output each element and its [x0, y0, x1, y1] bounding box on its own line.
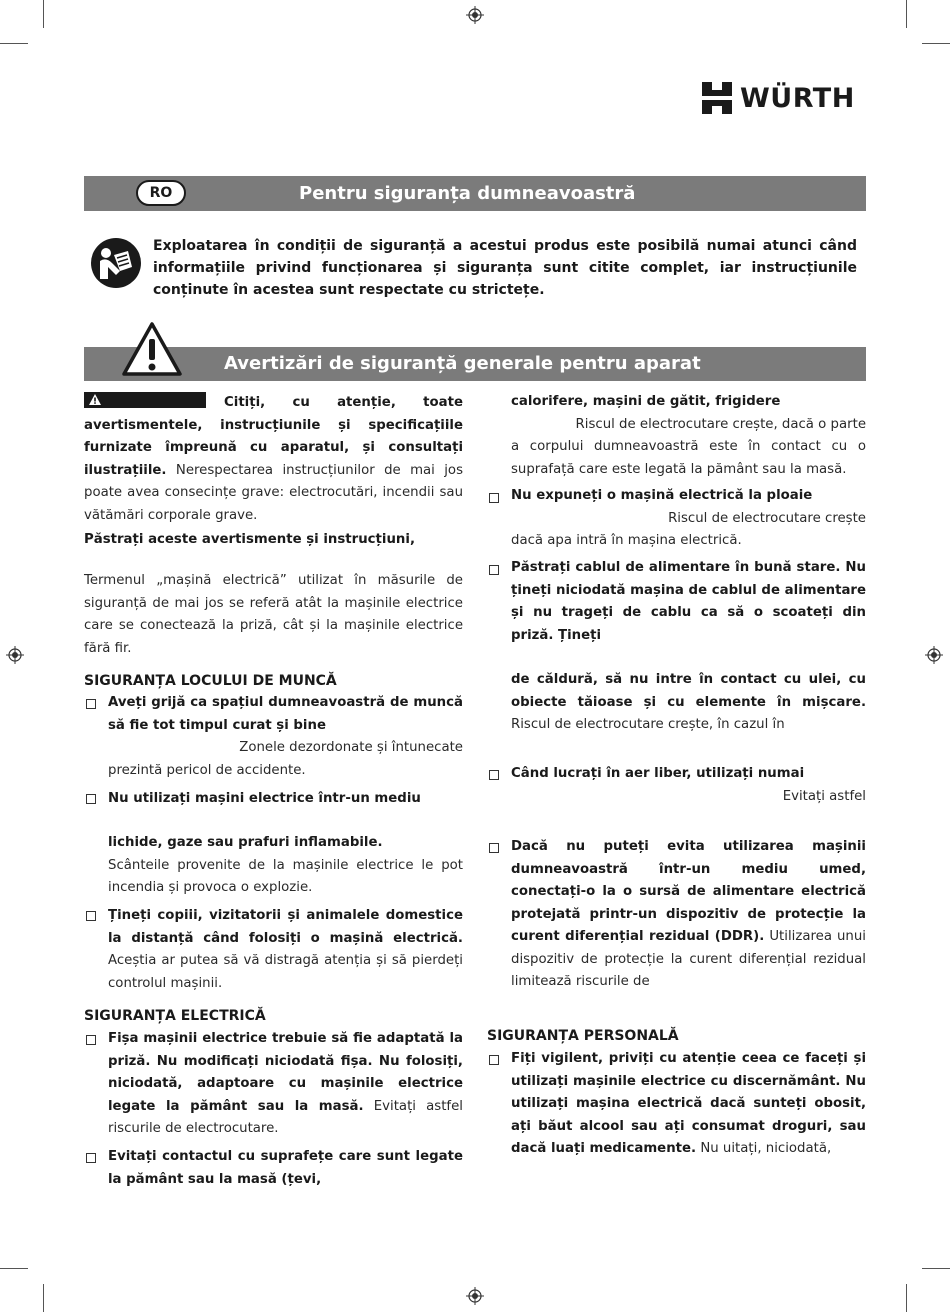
keep-instructions: Păstrați aceste avertismente și instrucțiuni,	[84, 532, 416, 547]
outdoor-item	[511, 763, 866, 808]
warning-triangle-icon	[121, 321, 183, 377]
bullet-box	[86, 911, 96, 921]
personal-item-text: Nu uitați, niciodată,	[700, 1141, 832, 1156]
cable-item-text: Riscul de electrocutare crește, în cazul în	[511, 717, 785, 732]
section-header-safety	[84, 176, 866, 211]
contact-continued	[511, 391, 866, 481]
work-item-1-text-cont: prezintă pericol de accidente.	[108, 762, 306, 778]
crop-mark	[906, 0, 907, 28]
bullet-box	[489, 770, 499, 780]
contact-continued-text: Riscul de electrocutare crește, dacă o parte	[575, 416, 866, 432]
section-header-warnings	[84, 347, 866, 381]
work-item-3-text: Aceștia ar putea să vă distragă atenția și să pierdeți controlul mașinii.	[108, 953, 463, 991]
work-item-2-text: Scânteile provenite de la mașinile electrice le pot incendia și provoca o explozie.	[108, 857, 463, 895]
warning-intro	[84, 392, 463, 527]
bullet-box	[86, 1153, 96, 1163]
registration-mark-icon	[6, 646, 24, 664]
electrical-item-1-bold: Fișa mașinii electrice trebuie să fie adaptată la priză. Nu modificați niciodată fișa. Nu folosiți, niciodată, adaptoare cu mașinile electrice legate la pământ sau la masă.	[108, 1031, 463, 1114]
work-item-2-cont	[108, 832, 463, 900]
electrical-item-1	[108, 1028, 463, 1141]
crop-mark	[922, 1268, 950, 1269]
electrical-item-1-text: Evitați astfel riscurile de electrocutare.	[108, 1098, 463, 1136]
work-item-2-bold: Nu utilizați mașini electrice într-un mediu	[108, 791, 421, 806]
cable-item-bold-cont: de căldură, să nu intre în contact cu ulei, cu obiecte tăioase și cu elemente în mișcare.	[511, 672, 866, 710]
bullet-box	[489, 565, 499, 575]
bullet-box	[86, 794, 96, 804]
warning-label	[84, 392, 206, 408]
registration-mark-icon	[466, 1287, 484, 1305]
rain-item-text: Riscul de electrocutare crește	[668, 510, 866, 526]
read-manual-icon	[90, 237, 142, 289]
electrical-heading: SIGURANȚA ELECTRICĂ	[84, 1008, 266, 1024]
personal-item-bold: Fiți vigilent, priviți cu atenție ceea ce faceți și utilizați mașinile electrice cu discernământ. Nu utilizați mașina electrică dacă sunteți obosit, ați băut alcool sau ați consumat droguri, sau dacă luați medicamente.	[511, 1051, 866, 1156]
language-badge: RO	[136, 180, 186, 206]
personal-heading: SIGURANȚA PERSONALĂ	[487, 1028, 679, 1044]
wurth-logo-mark-icon	[700, 80, 734, 116]
work-item-3-bold: Țineți copiii, vizitatorii și animalele domestice la distanță când folosiți o mașină electrică.	[108, 908, 463, 946]
work-area-heading: SIGURANȚA LOCULUI DE MUNCĂ	[84, 673, 337, 689]
cable-item-bold: Păstrați cablul de alimentare în bună stare. Nu țineți niciodată mașina de cablul de alimentare și nu trageți de cablu ca să o scoateți din priză. Țineți	[511, 560, 866, 643]
contact-continued-bold: calorifere, mașini de gătit, frigidere	[511, 394, 781, 409]
work-item-1-text: Zonele dezordonate și întunecate	[239, 740, 463, 755]
rain-item-text-cont: dacă apa intră în mașina electrică.	[511, 533, 742, 548]
bullet-box	[489, 1055, 499, 1065]
warning-bold: Citiți, cu atenție, toate avertismentele, instrucțiunile și specificațiile furnizate împreună cu aparatul, și consultați ilustrațiile.	[84, 395, 463, 478]
work-item-1-bold: Aveți grijă ca spațiul dumneavoastră de muncă să fie tot timpul curat și bine	[108, 695, 463, 733]
logo-text: WÜRTH	[740, 82, 855, 114]
crop-mark	[43, 0, 44, 28]
work-item-3	[108, 905, 463, 995]
rain-item	[511, 485, 866, 553]
bullet-box	[489, 843, 499, 853]
outdoor-item-text: Evitați astfel	[782, 788, 866, 804]
bullet-box	[86, 1035, 96, 1045]
outdoor-item-bold: Când lucrați în aer liber, utilizați numai	[511, 766, 805, 781]
work-item-2	[108, 788, 463, 811]
contact-continued-text-cont: a corpului dumneavoastră este în contact cu o suprafață care este legată la pământ sau la masă.	[511, 439, 866, 477]
personal-item	[511, 1048, 866, 1161]
damp-item-bold: Dacă nu puteți evita utilizarea mașinii dumneavoastră într-un mediu umed, conectați-o la o sursă de alimentare electrică protejată printr-un dispozitiv de protecție la curent diferențial rezidual (DDR).	[511, 839, 866, 944]
wurth-logo	[700, 80, 855, 116]
crop-mark	[0, 1268, 28, 1269]
bullet-box	[86, 699, 96, 709]
work-item-2-bold-cont: lichide, gaze sau prafuri inflamabile.	[108, 835, 383, 850]
bullet-box	[489, 493, 499, 503]
section-title: Pentru siguranța dumneavoastră	[299, 183, 636, 204]
damp-item-text: Utilizarea unui dispozitiv de protecție la curent diferențial rezidual limitează riscurile de	[511, 929, 866, 989]
intro-text: Exploatarea în condiții de siguranță a acestui produs este posibilă numai atunci când informațiile privind funcționarea și siguranța sunt citite complet, iar instrucțiunile conținute în acestea sunt respectate cu strictețe.	[153, 238, 857, 298]
crop-mark	[0, 43, 28, 44]
registration-mark-icon	[466, 6, 484, 24]
cable-item-cont	[511, 669, 866, 737]
crop-mark	[922, 43, 950, 44]
damp-item	[511, 836, 866, 994]
warning-text: Nerespectarea instrucțiunilor de mai jos poate avea consecințe grave: electrocutări, incendii sau vătămări corporale grave.	[84, 462, 463, 523]
electrical-item-2-bold: Evitați contactul cu suprafețe care sunt legate la pământ sau la masă (țevi,	[108, 1149, 463, 1187]
registration-mark-icon	[925, 646, 943, 664]
term-definition: Termenul „mașină electrică” utilizat în măsurile de siguranță de mai jos se referă atât la mașinile electrice care se conectează la priză, cât și la mașinile electrice fără fir.	[84, 573, 463, 656]
crop-mark	[906, 1284, 907, 1312]
work-item-1	[108, 692, 463, 782]
crop-mark	[43, 1284, 44, 1312]
rain-item-bold: Nu expuneți o mașină electrică la ploaie	[511, 488, 813, 503]
warning-small-icon	[88, 393, 102, 406]
section-title: Avertizări de siguranță generale pentru aparat	[224, 353, 701, 374]
